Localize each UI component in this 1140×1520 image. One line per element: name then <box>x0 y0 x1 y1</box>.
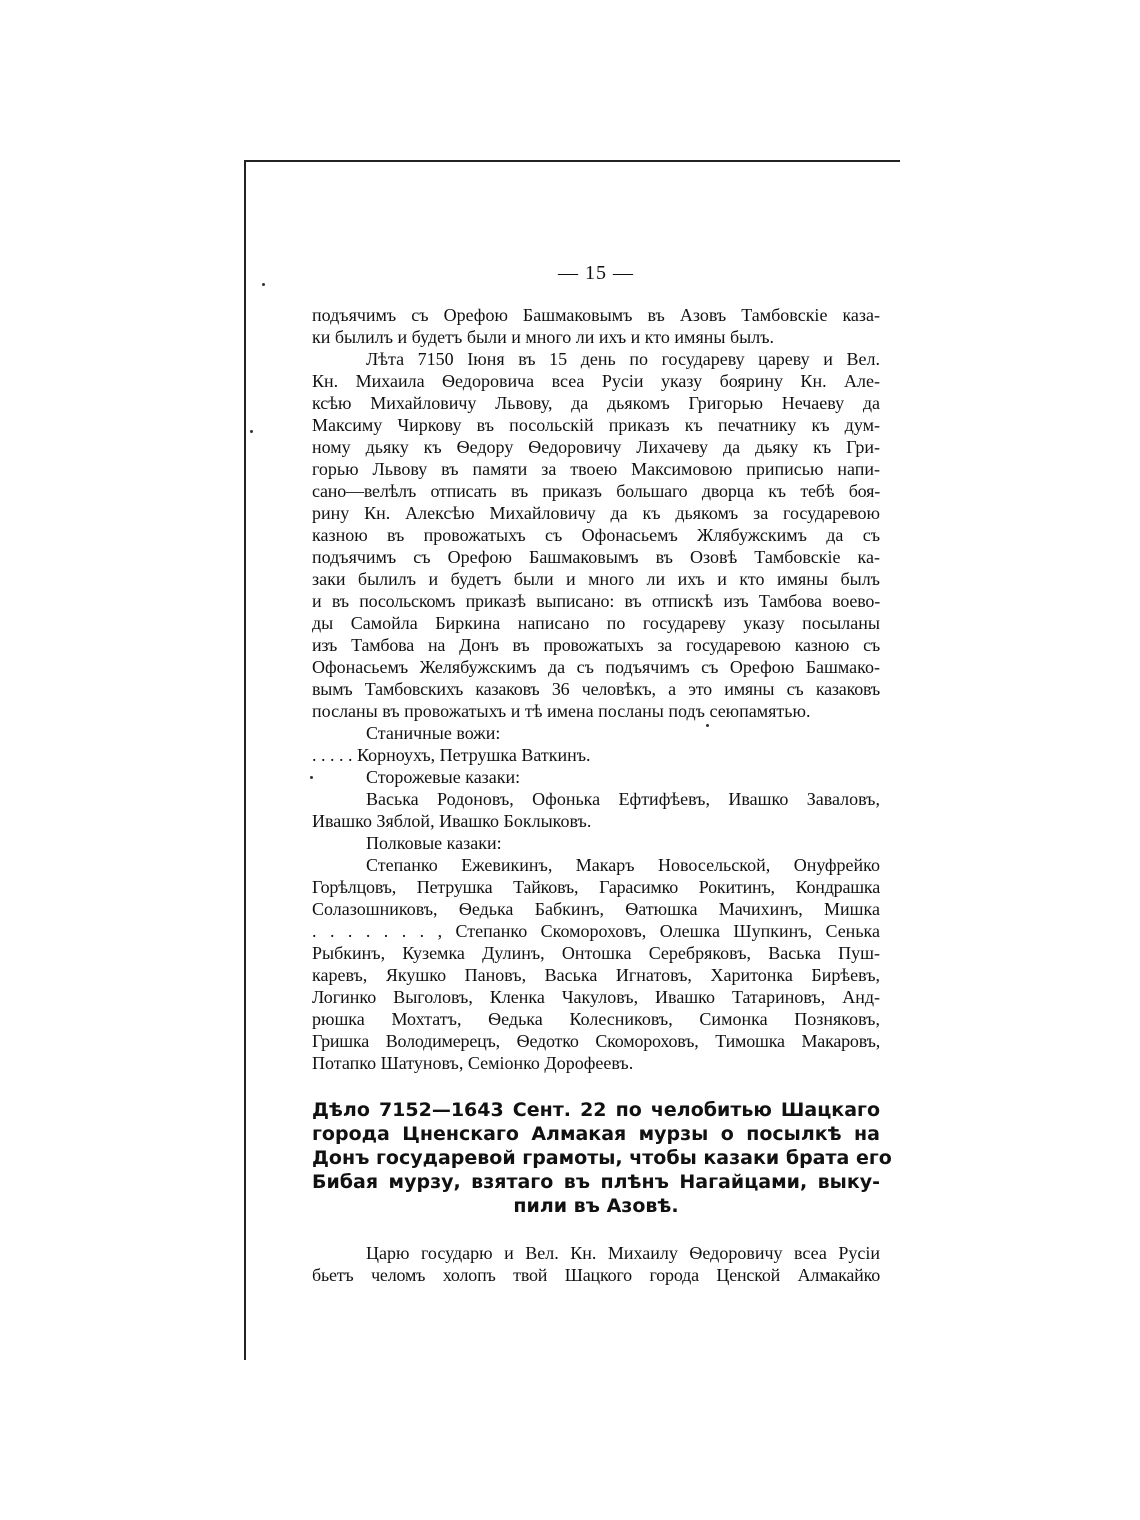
list-names-polkovye <box>312 854 880 1074</box>
heading-line: Дѣло 7152—1643 Сент. 22 по челобитью Шацкаго <box>312 1099 880 1121</box>
text-line: вымъ Тамбовскихъ казаковъ 36 человѣкъ, а это имяны съ казаковъ <box>312 679 880 699</box>
text-line: . . . . . . . , Степанко Скомороховъ, Олешка Шупкинъ, Сенька <box>312 921 880 941</box>
page-top-rule <box>244 160 900 162</box>
text-line: Логинко Выголовъ, Кленка Чакуловъ, Ивашко Татариновъ, Анд- <box>312 987 880 1007</box>
text-line: горью Львову въ памяти за твоею Максимовою приписью напи- <box>312 459 880 479</box>
text-line: посланы въ провожатыхъ и тѣ имена посланы подъ сеюпамятью. <box>312 701 811 721</box>
paragraph-petition <box>312 1242 880 1286</box>
text-line: Царю государю и Вел. Кн. Михаилу Ѳедоровичу всеа Русіи <box>366 1243 880 1263</box>
text-line: и въ посольскомъ приказѣ выписано: въ отпискѣ изъ Тамбова воево- <box>312 591 880 611</box>
text-line: Васька Родоновъ, Офонька Ефтифѣевъ, Ивашко Заваловъ, <box>366 789 880 809</box>
text-line: подъячимъ съ Орефою Башмаковымъ въ Азовъ Тамбовскіе каза- <box>312 305 880 325</box>
text-line: ки былилъ и будетъ были и много ли ихъ и кто имяны былъ. <box>312 327 774 347</box>
text-line: рину Кн. Алексѣю Михайловичу да къ дьякомъ за государевою <box>312 503 880 523</box>
paragraph-order <box>312 348 880 722</box>
list-names-stanichnye: . . . . . Корноухъ, Петрушка Ваткинъ. <box>312 745 591 765</box>
text-line: изъ Тамбова на Донъ въ провожатыхъ за государевою казною съ <box>312 635 880 655</box>
scan-speck <box>262 283 265 286</box>
page-number: — 15 — <box>558 262 634 284</box>
list-names-storozhevye <box>312 788 880 832</box>
text-line: Солазошниковъ, Ѳедька Бабкинъ, Ѳатюшка Мачихинъ, Мишка <box>312 899 880 919</box>
page-left-rule <box>244 160 246 1360</box>
text-line: Степанко Ежевикинъ, Макаръ Новосельской, Онуфрейко <box>366 855 880 875</box>
text-line: сано—велѣлъ отписать въ приказъ большаго дворца къ тебѣ боя- <box>312 481 880 501</box>
text-line: ксѣю Михайловичу Львову, да дьякомъ Григорью Нечаеву да <box>312 393 880 413</box>
paragraph-continuation <box>312 304 880 348</box>
text-line: Гришка Володимерецъ, Ѳедотко Скомороховъ, Тимошка Макаровъ, <box>312 1031 880 1051</box>
section-heading <box>312 1098 892 1218</box>
text-line: бьетъ челомъ холопъ твой Шацкого города Ценской Алмакайко <box>312 1265 880 1285</box>
document-page <box>312 262 892 1286</box>
text-line: Горѣлцовъ, Петрушка Тайковъ, Гарасимко Рокитинъ, Кондрашка <box>312 877 880 897</box>
heading-line: Донъ государевой грамоты, чтобы казаки брата его <box>312 1147 892 1169</box>
heading-line: Бибая мурзу, взятаго въ плѣнъ Нагайцами, выку- <box>312 1171 880 1193</box>
text-line: подъячимъ съ Орефою Башмаковымъ въ Озовѣ Тамбовскіе ка- <box>312 547 880 567</box>
text-line: каревъ, Якушко Пановъ, Васька Игнатовъ, Харитонка Бирѣевъ, <box>312 965 880 985</box>
text-line: рюшка Мохтатъ, Ѳедька Колесниковъ, Симонка Позняковъ, <box>312 1009 880 1029</box>
text-line: Лѣта 7150 Іюня въ 15 день по государеву цареву и Вел. <box>366 349 880 369</box>
text-line: ды Самойла Биркина написано по государеву указу посыланы <box>312 613 880 633</box>
list-heading-polkovye: Полковые казаки: <box>366 833 502 853</box>
text-line: Рыбкинъ, Куземка Дулинъ, Онтошка Серебряковъ, Васька Пуш- <box>312 943 880 963</box>
text-line: казною въ провожатыхъ съ Офонасьемъ Жлябужскимъ да съ <box>312 525 880 545</box>
heading-line: города Цненскаго Алмакая мурзы о посылкѣ на <box>312 1123 880 1145</box>
scan-speck <box>250 430 253 433</box>
text-line: ному дьяку къ Ѳедору Ѳедоровичу Лихачеву да дьяку къ Гри- <box>312 437 880 457</box>
heading-line: пили въ Азовѣ. <box>513 1195 679 1217</box>
list-heading-storozhevye: Сторожевые казаки: <box>366 767 521 787</box>
text-line: заки былилъ и будетъ были и много ли ихъ и кто имяны былъ <box>312 569 880 589</box>
list-heading-stanichnye: Станичные вожи: <box>366 723 501 743</box>
text-line: Потапко Шатуновъ, Семіонко Дорофеевъ. <box>312 1053 634 1073</box>
text-line: Максиму Чиркову въ посольскій приказъ къ печатнику къ дум- <box>312 415 880 435</box>
text-line: Офонасьемъ Желябужскимъ да съ подъячимъ съ Орефою Башмако- <box>312 657 880 677</box>
text-line: Ивашко Зяблой, Ивашко Боклыковъ. <box>312 811 592 831</box>
text-line: Кн. Михаила Ѳедоровича всеа Русіи указу боярину Кн. Але- <box>312 371 880 391</box>
